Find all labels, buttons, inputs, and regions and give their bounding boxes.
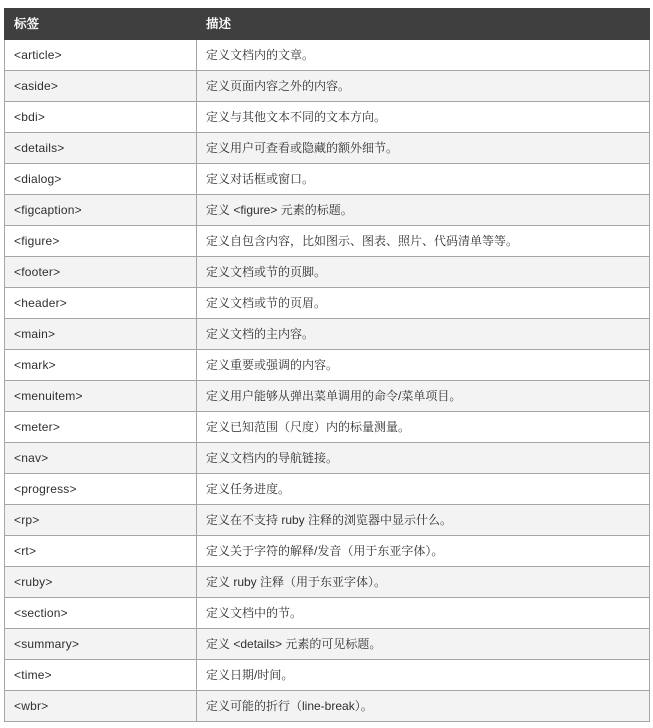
table-row [5, 381, 650, 412]
description-cell: 定义文档中的节。 [197, 598, 650, 629]
tag-cell: <ruby> [5, 567, 197, 598]
table-row [5, 474, 650, 505]
tag-cell: <article> [5, 40, 197, 71]
table-row [5, 40, 650, 71]
table-row [5, 226, 650, 257]
tag-cell: <rp> [5, 505, 197, 536]
table-header [5, 9, 650, 40]
table-row [5, 257, 650, 288]
description-cell: 定义用户可查看或隐藏的额外细节。 [197, 133, 650, 164]
table-row [5, 350, 650, 381]
header-cell-tag: 标签 [5, 9, 197, 40]
tag-cell: <section> [5, 598, 197, 629]
tag-cell: <mark> [5, 350, 197, 381]
tag-cell: <aside> [5, 71, 197, 102]
tag-cell: <main> [5, 319, 197, 350]
tag-cell: <figure> [5, 226, 197, 257]
table-row [5, 195, 650, 226]
description-cell: 定义 <figure> 元素的标题。 [197, 195, 650, 226]
tag-cell: <details> [5, 133, 197, 164]
description-cell: 定义 <details> 元素的可见标题。 [197, 629, 650, 660]
tag-cell: <progress> [5, 474, 197, 505]
table-row [5, 536, 650, 567]
description-cell: 定义 ruby 注释（用于东亚字体）。 [197, 567, 650, 598]
table-row [5, 505, 650, 536]
description-cell: 定义可能的折行（line-break）。 [197, 691, 650, 722]
tag-cell: <rt> [5, 536, 197, 567]
description-cell: 定义文档的主内容。 [197, 319, 650, 350]
table-row [5, 71, 650, 102]
tag-cell: <nav> [5, 443, 197, 474]
table-row [5, 660, 650, 691]
header-row [5, 9, 650, 40]
description-cell: 定义日期/时间。 [197, 660, 650, 691]
description-cell: 定义用户能够从弹出菜单调用的命令/菜单项目。 [197, 381, 650, 412]
tag-cell: <footer> [5, 257, 197, 288]
description-cell: 定义对话框或窗口。 [197, 164, 650, 195]
tags-table [4, 8, 650, 722]
table-row [5, 629, 650, 660]
table-row [5, 133, 650, 164]
table-row [5, 412, 650, 443]
table-row [5, 443, 650, 474]
description-cell: 定义文档或节的页眉。 [197, 288, 650, 319]
description-cell: 定义页面内容之外的内容。 [197, 71, 650, 102]
description-cell: 定义已知范围（尺度）内的标量测量。 [197, 412, 650, 443]
tag-cell: <header> [5, 288, 197, 319]
description-cell: 定义在不支持 ruby 注释的浏览器中显示什么。 [197, 505, 650, 536]
tag-cell: <bdi> [5, 102, 197, 133]
table-row [5, 288, 650, 319]
table-row [5, 319, 650, 350]
description-cell: 定义文档或节的页脚。 [197, 257, 650, 288]
description-cell: 定义文档内的文章。 [197, 40, 650, 71]
table-row [5, 598, 650, 629]
table-row [5, 164, 650, 195]
description-cell: 定义重要或强调的内容。 [197, 350, 650, 381]
tag-cell: <meter> [5, 412, 197, 443]
header-cell-description: 描述 [197, 9, 650, 40]
tag-cell: <dialog> [5, 164, 197, 195]
description-cell: 定义自包含内容，比如图示、图表、照片、代码清单等等。 [197, 226, 650, 257]
tag-cell: <summary> [5, 629, 197, 660]
table-row [5, 102, 650, 133]
description-cell: 定义任务进度。 [197, 474, 650, 505]
description-cell: 定义关于字符的解释/发音（用于东亚字体）。 [197, 536, 650, 567]
table-body [5, 40, 650, 722]
tag-cell: <figcaption> [5, 195, 197, 226]
description-cell: 定义文档内的导航链接。 [197, 443, 650, 474]
table-row [5, 691, 650, 722]
table-row [5, 567, 650, 598]
description-cell: 定义与其他文本不同的文本方向。 [197, 102, 650, 133]
tag-cell: <wbr> [5, 691, 197, 722]
tag-cell: <menuitem> [5, 381, 197, 412]
tag-cell: <time> [5, 660, 197, 691]
